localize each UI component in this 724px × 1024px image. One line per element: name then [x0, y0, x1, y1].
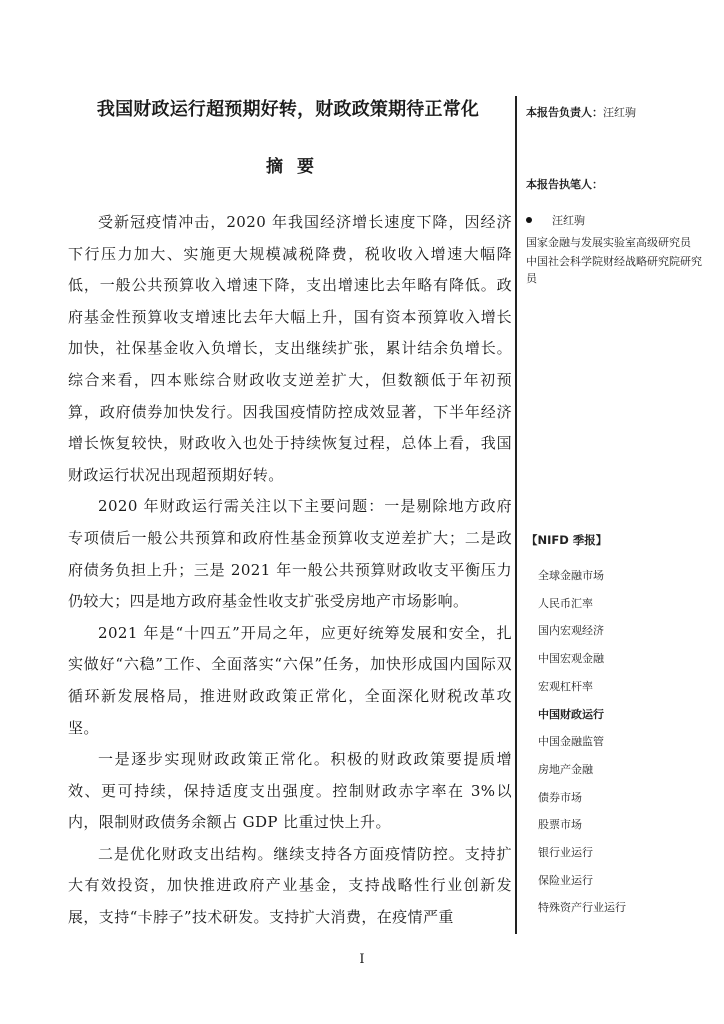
abstract-paragraph-2: 2020 年财政运行需关注以下主要问题：一是剔除地方政府专项债后一般公共预算和政府性基金预算收支逆差扩大；二是政府债务负担上升；三是 2021 年一般公共预算财政收支平衡压力仍较大；四是地方政府基金性收支扩张受房地产市场影响。 — [68, 497, 512, 611]
nifd-link-item[interactable]: 保险业运行 — [538, 873, 593, 887]
author-affiliation-1: 国家金融与发展实验室高级研究员 — [526, 236, 691, 249]
responsible-label: 本报告负责人： — [526, 106, 603, 119]
abstract-heading: 摘要 — [266, 157, 328, 177]
abstract-paragraph-3: 2021 年是“十四五”开局之年，应更好统筹发展和安全，扎实做好“六稳”工作、全面落实“六保”任务，加快形成国内国际双循环新发展格局，推进财政政策正常化，全面深化财税改革攻坚。 — [68, 623, 512, 737]
author-entry — [526, 212, 706, 228]
report-title: 我国财政运行超预期好转，财政政策期待正常化 — [96, 99, 480, 120]
nifd-link-item[interactable]: 特殊资产行业运行 — [538, 901, 626, 915]
nifd-title: 【NIFD 季报】 — [526, 533, 608, 547]
writer-label: 本报告执笔人： — [526, 178, 603, 191]
nifd-link-item[interactable]: 债券市场 — [538, 790, 582, 804]
bullet-icon — [526, 217, 532, 223]
writer-block — [526, 176, 706, 288]
nifd-nav — [526, 532, 706, 922]
abstract-paragraph-5: 二是优化财政支出结构。继续支持各方面疫情防控。支持扩大有效投资，加快推进政府产业基金，支持战略性行业创新发展，支持“卡脖子”技术研发。支持扩大消费，在疫情严重 — [68, 844, 512, 927]
nifd-link-item[interactable]: 股票市场 — [538, 818, 582, 832]
nifd-link-list — [526, 562, 706, 922]
abstract-paragraph-4: 一是逐步实现财政政策正常化。积极的财政政策要提质增效、更可持续，保持适度支出强度。控制财政赤字率在 3%以内，限制财政债务余额占 GDP 比重过快上升。 — [68, 750, 512, 832]
nifd-link-item[interactable]: 中国宏观金融 — [538, 652, 604, 666]
page-number: I — [359, 952, 365, 967]
nifd-link-item[interactable]: 中国金融监管 — [538, 735, 604, 749]
nifd-link-item[interactable]: 银行业运行 — [538, 846, 593, 860]
author-name: 汪红驹 — [552, 214, 585, 227]
responsible-name: 汪红驹 — [603, 106, 636, 119]
nifd-link-item[interactable]: 全球金融市场 — [538, 569, 604, 582]
abstract-paragraph-1: 受新冠疫情冲击，2020 年我国经济增长速度下降，因经济下行压力加大、实施更大规模减税降费，税收收入增速大幅降低，一般公共预算收入增速下降，支出增速比去年略有降低。政府基金性预算收支增速比去年大幅上升，国有资本预算收入增长加快，社保基金收入负增长，支出继续扩张，累计结余负增长。综合来看，四本账综合财政收支逆差扩大，但数额低于年初预算，政府债券加快发行。因我国疫情防控成效显著，下半年经济增长恢复较快，财政收入也处于持续恢复过程，总体上看，我国财政运行状况出现超预期好转。 — [68, 213, 512, 484]
author-affiliation-2: 中国社会科学院财经战略研究院研究员 — [526, 254, 702, 285]
nifd-link-item[interactable]: 房地产金融 — [538, 762, 593, 776]
nifd-link-item[interactable]: 国内宏观经济 — [538, 624, 604, 638]
main-content — [68, 96, 512, 934]
nifd-link-item[interactable]: 宏观杠杆率 — [538, 679, 593, 693]
responsible-block — [526, 104, 706, 120]
sidebar-divider — [515, 96, 517, 934]
nifd-link-item[interactable]: 人民币汇率 — [538, 596, 593, 610]
nifd-link-item[interactable]: 中国财政运行 — [538, 707, 604, 721]
